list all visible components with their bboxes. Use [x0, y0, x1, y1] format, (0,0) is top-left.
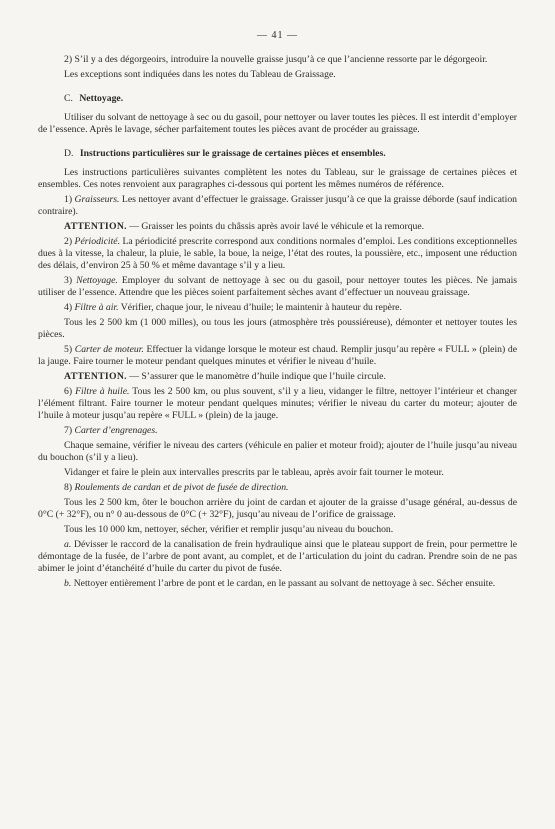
item-8-title: Roulements de cardan et de pivot de fusée de direction.	[74, 481, 289, 493]
section-d-heading	[38, 148, 517, 160]
item-8a	[38, 539, 517, 576]
item-7-label: 7)	[64, 425, 73, 437]
item-5-label: 5)	[64, 343, 73, 355]
item-3-label: 3)	[64, 274, 73, 286]
attention-2-label: ATTENTION.	[64, 371, 127, 383]
attention-1-label: ATTENTION.	[64, 220, 127, 232]
section-d-letter: D.	[64, 148, 74, 160]
item-6-label: 6)	[64, 385, 73, 397]
section-c-body: Utiliser du solvant de nettoyage à sec ou du gasoil, pour nettoyer ou laver toutes les pièces. Il est interdit d’employer de l’essence. Après le lavage, sécher parfaitement toutes les pièces avant de procéder au graissage.	[38, 111, 517, 135]
item-6-title: Filtre à huile.	[75, 385, 130, 397]
item-7-title: Carter d’engrenages.	[74, 425, 158, 437]
item-4-label: 4)	[64, 302, 73, 314]
item-2-text: La périodicité prescrite correspond aux conditions normales d’emploi. Les conditions exceptionnelles dues à la vitesse, la chaleur, la pluie, le sable, la boue, la neige, l’état des routes, la poussière, etc., imposent une réduction des délais, d’environ 25 à 50 % et même davantage s’il y a lieu.	[38, 235, 518, 272]
item-4-text: Vérifier, chaque jour, le niveau d’huile; le maintenir à hauteur du repère.	[120, 302, 402, 314]
intro-paragraph-2: Les exceptions sont indiquées dans les notes du Tableau de Graissage.	[64, 69, 336, 81]
attention-1	[38, 221, 517, 233]
item-5	[38, 344, 517, 369]
page-number: — 41 —	[257, 30, 298, 41]
item-8a-label: a.	[64, 538, 72, 550]
item-8	[38, 482, 517, 494]
item-8-text: Tous les 2 500 km, ôter le bouchon arrière du joint de cardan et ajouter de la graisse d’usage général, au-dessus de 0°C (+ 32°F), ou n° 0 au-dessous de 0°C (+ 32°F), jusqu’au niveau de l’orifice de graissage.	[38, 496, 517, 520]
attention-1-text: — Graisser les points du châssis après avoir lavé le véhicule et la remorque.	[129, 220, 425, 232]
item-3	[38, 275, 517, 300]
section-d-title: Instructions particulières sur le graissage de certaines pièces et ensembles.	[79, 148, 386, 160]
item-1	[38, 194, 517, 219]
section-d-intro: Les instructions particulières suivantes complètent les notes du Tableau, sur le graissage de certaines pièces et ensembles. Ces notes renvoient aux paragraphes ci-dessous qui portent les mêmes numéros de référence.	[38, 166, 517, 190]
item-7	[38, 425, 517, 437]
intro-paragraph-1: 2) S’il y a des dégorgeoirs, introduire la nouvelle graisse jusqu’à ce que l’ancienne ressorte par le dégorgeoir.	[64, 54, 488, 66]
item-1-title: Graisseurs.	[74, 193, 120, 205]
item-1-text: Les nettoyer avant d’effectuer le graissage. Graisser jusqu’à ce que la graisse déborde (sauf indication contraire).	[38, 193, 518, 217]
section-c-title: Nettoyage.	[79, 93, 124, 105]
item-6	[38, 386, 517, 423]
item-7-continued: Vidanger et faire le plein aux intervalles prescrits par le tableau, après avoir fait tourner le moteur.	[64, 467, 444, 479]
attention-2	[38, 371, 517, 383]
item-8-label: 8)	[64, 481, 73, 493]
item-3-title: Nettoyage.	[76, 274, 118, 286]
item-2-label: 2)	[64, 235, 73, 247]
item-4-continued: Tous les 2 500 km (1 000 milles), ou tous les jours (atmosphère très poussiéreuse), démonter et nettoyer toutes les pièces.	[38, 316, 517, 341]
item-2	[38, 236, 517, 273]
item-5-title: Carter de moteur.	[74, 343, 144, 355]
section-c-letter: C.	[64, 93, 73, 105]
item-8b-label: b.	[64, 577, 72, 589]
item-4-title: Filtre à air.	[74, 302, 119, 314]
item-8a-text: Dévisser le raccord de la canalisation de frein hydraulique ainsi que le plateau support de frein, pour permettre le démontage de la fusée, de l’arbre de pont avant, au complet, et de l’articulation du joint du cadran. Prendre soin de ne pas abimer le joint d’étanchéité d’huile du carter du pivot de fusée.	[38, 538, 518, 575]
section-c-heading	[38, 93, 517, 105]
attention-2-text: — S’assurer que le manomètre d’huile indique que l’huile circule.	[129, 371, 386, 383]
item-8b	[38, 578, 517, 590]
item-8b-text: Nettoyer entièrement l’arbre de pont et le cardan, en le passant au solvant de nettoyage à sec. Sécher ensuite.	[73, 577, 496, 589]
item-3-text: Employer du solvant de nettoyage à sec ou du gasoil, pour nettoyer toutes les pièces. Ne jamais utiliser de l’essence. Attendre que les pièces soient parfaitement sèches avant d’effectuer un nouveau graissage.	[38, 274, 518, 299]
item-4	[38, 302, 517, 314]
item-5-text: Effectuer la vidange lorsque le moteur est chaud. Remplir jusqu’au repère « FULL » (plein) de la jauge. Faire tourner le moteur pendant quelques minutes et vérifier le niveau d’huile.	[38, 343, 518, 368]
item-1-label: 1)	[64, 193, 73, 205]
item-6-text: Tous les 2 500 km, ou plus souvent, s’il y a lieu, vidanger le filtre, nettoyer l’intérieur et changer l’élément filtrant. Faire tourner le moteur pendant quelques minutes; vérifier le niveau du carter du moteur; ajouter de l’huile à moteur jusqu’au repère « FULL » (plein) de la jauge.	[38, 385, 517, 422]
item-7-text: Chaque semaine, vérifier le niveau des carters (véhicule en palier et moteur froid); ajouter de l’huile jusqu’au niveau du bouchon (s’il y a lieu).	[38, 440, 517, 464]
item-2-title: Périodicité.	[74, 235, 121, 247]
item-8-continued: Tous les 10 000 km, nettoyer, sécher, vérifier et remplir jusqu’au niveau du bouchon.	[64, 523, 394, 535]
